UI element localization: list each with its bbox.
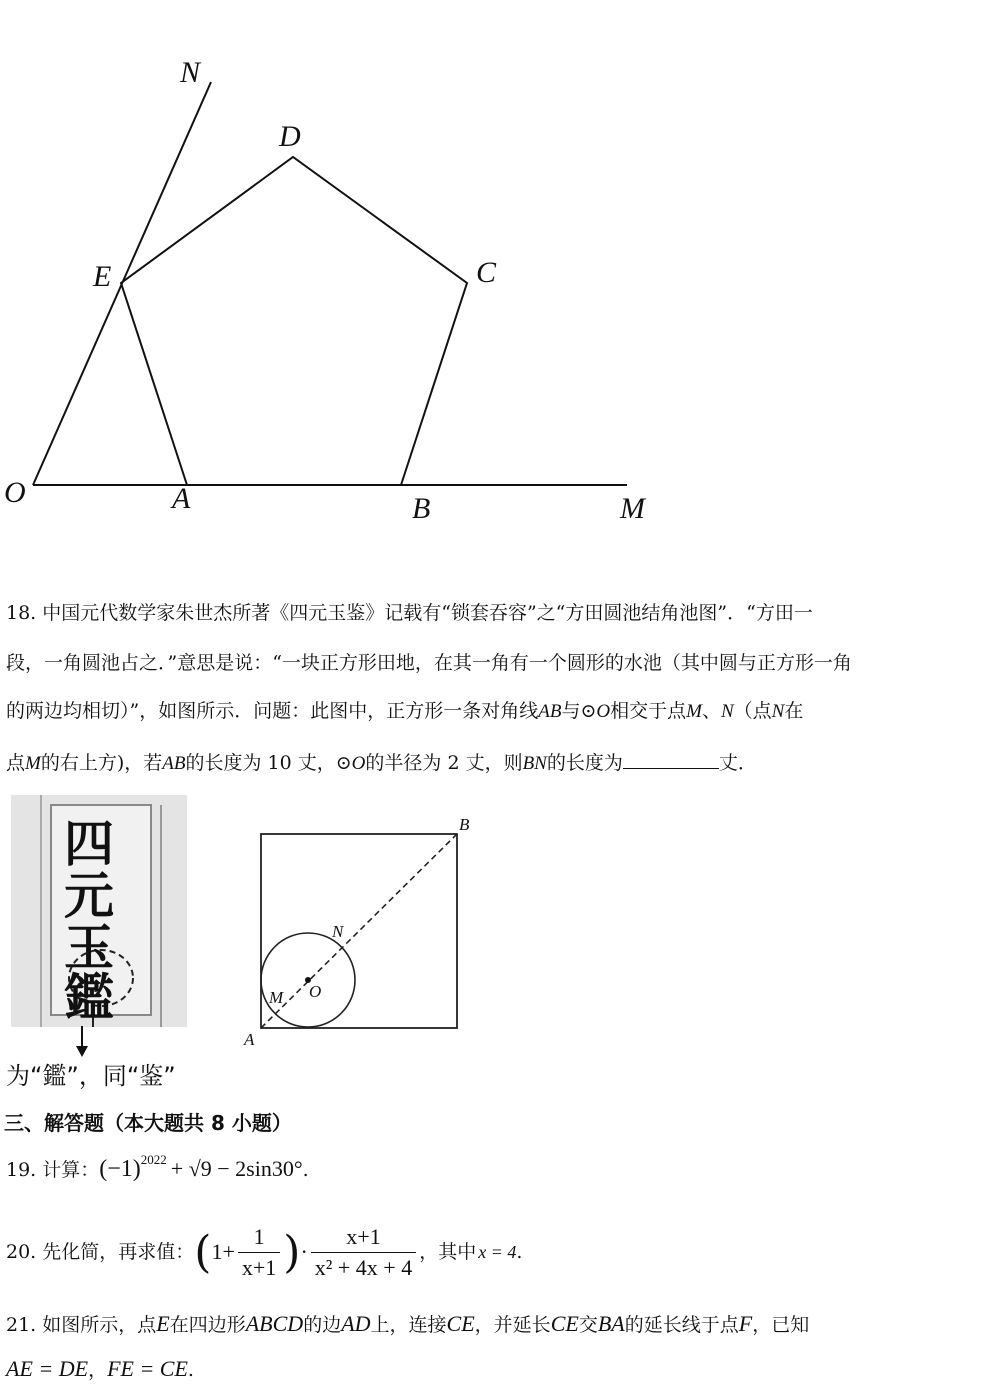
- label-a: A: [172, 482, 191, 515]
- book-char-3: 玉: [64, 919, 114, 977]
- square-circle-figure: [240, 805, 480, 1050]
- label-n: N: [180, 56, 201, 89]
- label-m: M: [620, 492, 645, 525]
- q21-line1: 21. 如图所示，点E在四边形ABCD的边AD上，连接CE，并延长CE交BA的延长线于点F，已知: [6, 1311, 810, 1336]
- fig-label-a: A: [244, 1030, 255, 1049]
- q18-line3: 的两边均相切）”，如图所示．问题：此图中，正方形一条对角线AB与⊙O相交于点M、N（点N在: [6, 700, 804, 722]
- pentagon-edges: [121, 157, 467, 485]
- q21-line2: AE = DE，FE = CE.: [6, 1356, 194, 1381]
- fig-label-n: N: [332, 922, 344, 941]
- book-caption: 为“鑑”，同“鉴”: [6, 1062, 176, 1090]
- label-b: B: [412, 492, 431, 525]
- fig-label-o: O: [309, 982, 322, 1001]
- book-char-1: 四: [64, 815, 114, 873]
- fig-label-m: M: [269, 988, 284, 1007]
- fig-label-b: B: [459, 815, 470, 834]
- label-d: D: [279, 120, 301, 153]
- q19: 19. 计算：$(-1)^{2022} + √9 - 2\sin 30^\circ$.: [6, 1151, 309, 1182]
- fraction-1: $\frac{1}{x+1}$: [238, 1224, 280, 1281]
- q18-line4: 点M的右上方)，若AB的长度为 10 丈，⊙O的半径为 2 丈，则BN的长度为 丈．: [6, 752, 757, 774]
- answer-blank: [623, 750, 719, 769]
- q18-line2: 段，一角圆池占之．”意思是说：“一块正方形田地，在其一角有一个圆形的水池（其中圆与正方形一角: [6, 652, 852, 674]
- section-title: 三、解答题（本大题共 8 小题）: [4, 1111, 292, 1135]
- label-c: C: [476, 256, 497, 289]
- fraction-2: $\frac{x+1}{\text{x² + 4x + 4}}$: [311, 1224, 416, 1281]
- book-char-2: 元: [64, 867, 114, 925]
- book-char-4: 鑑: [64, 969, 114, 1027]
- q18-line1: 18. 中国元代数学家朱世杰所著《四元玉鉴》记载有“锁套吞容”之“方田圆池结角池图”．“方田一: [6, 602, 813, 624]
- arrow-down-icon: [74, 1026, 94, 1058]
- label-o: O: [4, 476, 26, 509]
- label-e: E: [93, 260, 112, 293]
- q20: 20. 先化简，再求值： ( 1+ $\frac{1}{x+1}$ ) · $\frac{x+1}{\text{x² + 4x + 4}}$ ，其中 x = 4 .: [6, 1223, 523, 1280]
